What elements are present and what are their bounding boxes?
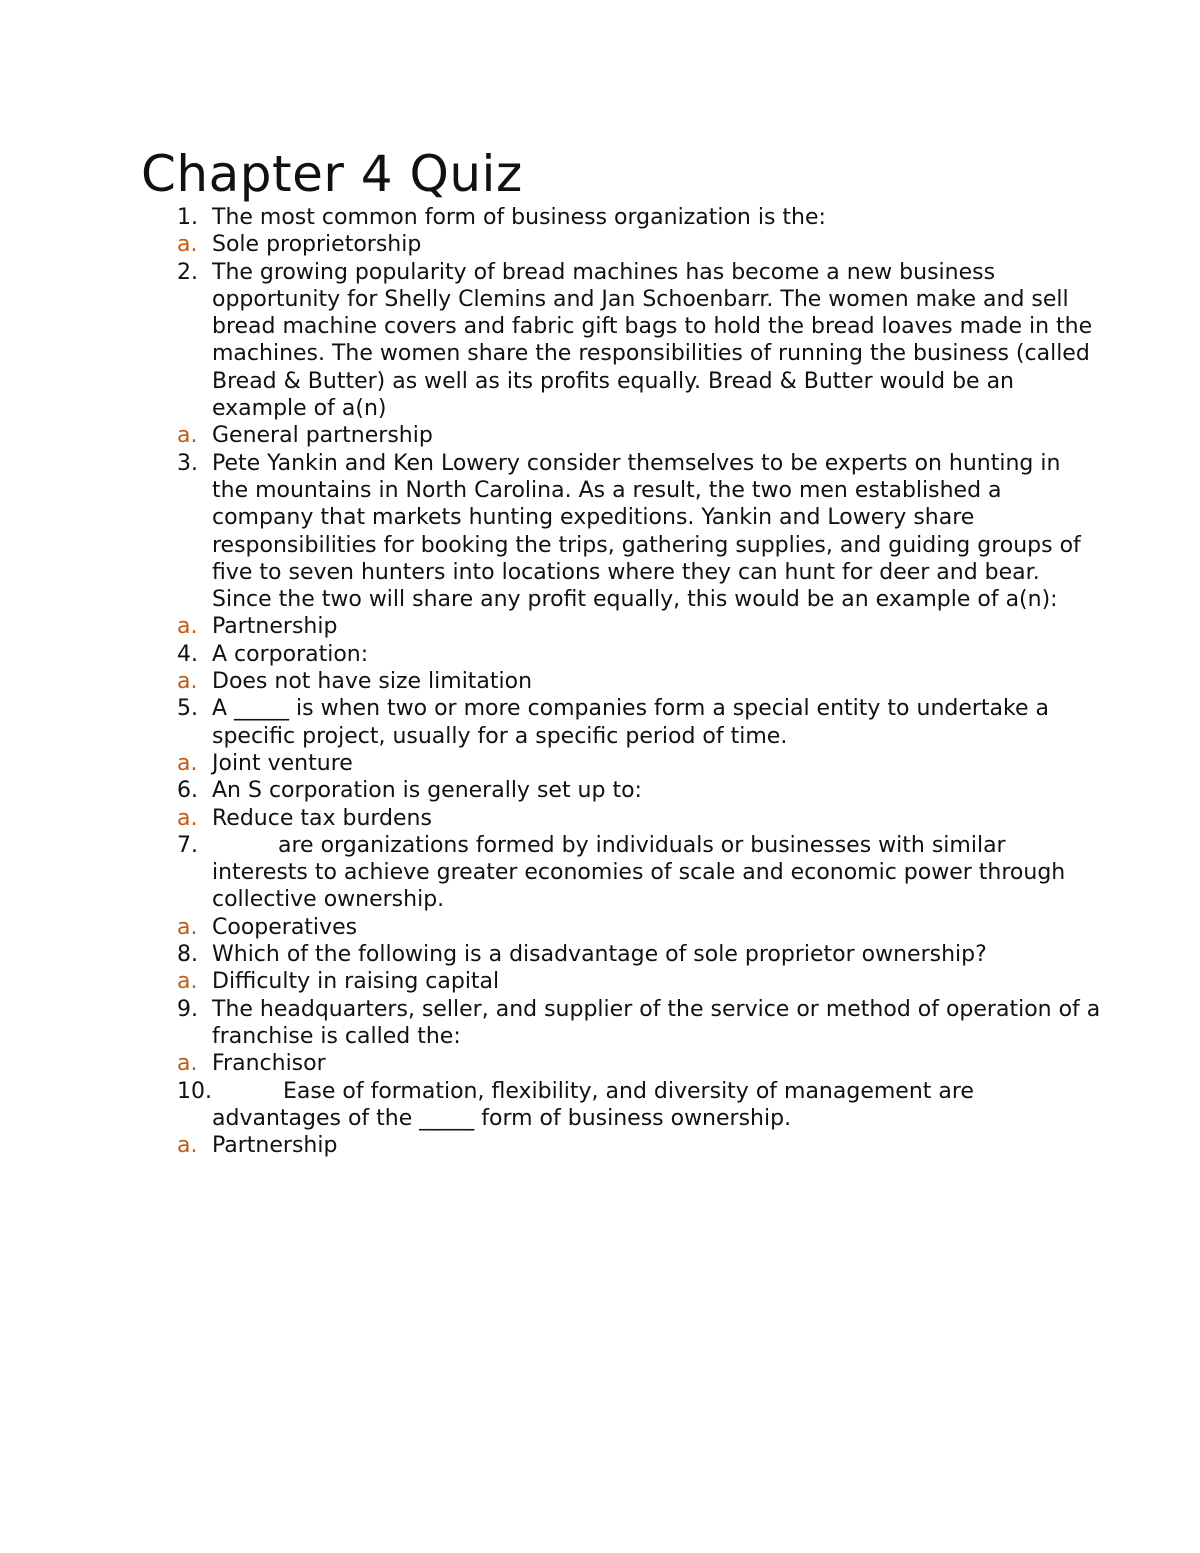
answer-letter: a. <box>177 969 198 995</box>
question-text: A corporation: <box>212 641 369 667</box>
question-item <box>141 941 1101 968</box>
question-list <box>141 204 1101 1159</box>
answer-text: Partnership <box>212 1133 338 1159</box>
page-title: Chapter 4 Quiz <box>141 145 523 203</box>
answer-item <box>141 968 1101 995</box>
answer-text: Joint venture <box>212 750 353 776</box>
answer-letter: a. <box>177 669 198 695</box>
answer-letter: a. <box>177 232 198 258</box>
question-text: Ease of formation, flexibility, and diversity of management are advantages of the _____ form of business ownership. <box>212 1078 974 1131</box>
question-text: are organizations formed by individuals or businesses with similar interests to achieve greater economies of scale and economic power through collective ownership. <box>212 832 1066 913</box>
answer-item <box>141 422 1101 449</box>
question-item <box>141 204 1101 231</box>
question-number: 7. <box>177 832 198 858</box>
question-number: 5. <box>177 696 198 722</box>
answer-item <box>141 668 1101 695</box>
question-item <box>141 259 1101 423</box>
answer-text: Difficulty in raising capital <box>212 969 500 995</box>
question-text: A _____ is when two or more companies form a special entity to undertake a specific project, usually for a specific period of time. <box>212 696 1049 749</box>
question-number: 2. <box>177 259 198 285</box>
answer-text: Reduce tax burdens <box>212 805 432 831</box>
question-item <box>141 996 1101 1051</box>
answer-text: Franchisor <box>212 1051 326 1077</box>
question-number: 4. <box>177 641 198 667</box>
answer-letter: a. <box>177 1051 198 1077</box>
answer-item <box>141 1132 1101 1159</box>
question-number: 1. <box>177 205 198 230</box>
question-text: Pete Yankin and Ken Lowery consider themselves to be experts on hunting in the mountains in North Carolina. As a result, the two men established a company that markets hunting expeditions. Yankin and Lowery share responsibilities for booking the trips, gathering supplies, and guiding groups of five to seven hunters into locations where they can hunt for deer and bear. Since the two will share any profit equally, this would be an example of a(n): <box>212 450 1081 613</box>
answer-item <box>141 914 1101 941</box>
question-item <box>141 450 1101 614</box>
question-number: 6. <box>177 778 198 804</box>
question-text: The headquarters, seller, and supplier of the service or method of operation of a franchise is called the: <box>212 996 1101 1049</box>
answer-letter: a. <box>177 1133 198 1159</box>
question-item <box>141 777 1101 804</box>
question-item <box>141 1078 1101 1133</box>
question-number: 10. <box>177 1078 212 1104</box>
answer-letter: a. <box>177 805 198 831</box>
answer-item <box>141 750 1101 777</box>
question-text: The most common form of business organization is the: <box>212 205 826 230</box>
question-item <box>141 695 1101 750</box>
question-text: Which of the following is a disadvantage of sole proprietor ownership? <box>212 942 987 968</box>
question-number: 3. <box>177 450 198 476</box>
answer-text: Does not have size limitation <box>212 669 533 695</box>
question-text: An S corporation is generally set up to: <box>212 778 642 804</box>
answer-text: Sole proprietorship <box>212 232 422 258</box>
answer-text: Partnership <box>212 614 338 640</box>
answer-item <box>141 613 1101 640</box>
answer-text: General partnership <box>212 423 433 449</box>
question-number: 8. <box>177 942 198 968</box>
answer-letter: a. <box>177 914 198 940</box>
answer-item <box>141 805 1101 832</box>
answer-item <box>141 231 1101 258</box>
answer-item <box>141 1050 1101 1077</box>
question-item <box>141 832 1101 914</box>
answer-letter: a. <box>177 423 198 449</box>
answer-letter: a. <box>177 614 198 640</box>
question-text: The growing popularity of bread machines has become a new business opportunity for Shelly Clemins and Jan Schoenbarr. The women make and sell bread machine covers and fabric gift bags to hold the bread loaves made in the machines. The women share the responsibilities of running the business (called Bread & Butter) as well as its profits equally. Bread & Butter would be an example of a(n) <box>212 259 1093 422</box>
answer-letter: a. <box>177 750 198 776</box>
question-item <box>141 641 1101 668</box>
question-number: 9. <box>177 996 198 1022</box>
answer-text: Cooperatives <box>212 914 358 940</box>
